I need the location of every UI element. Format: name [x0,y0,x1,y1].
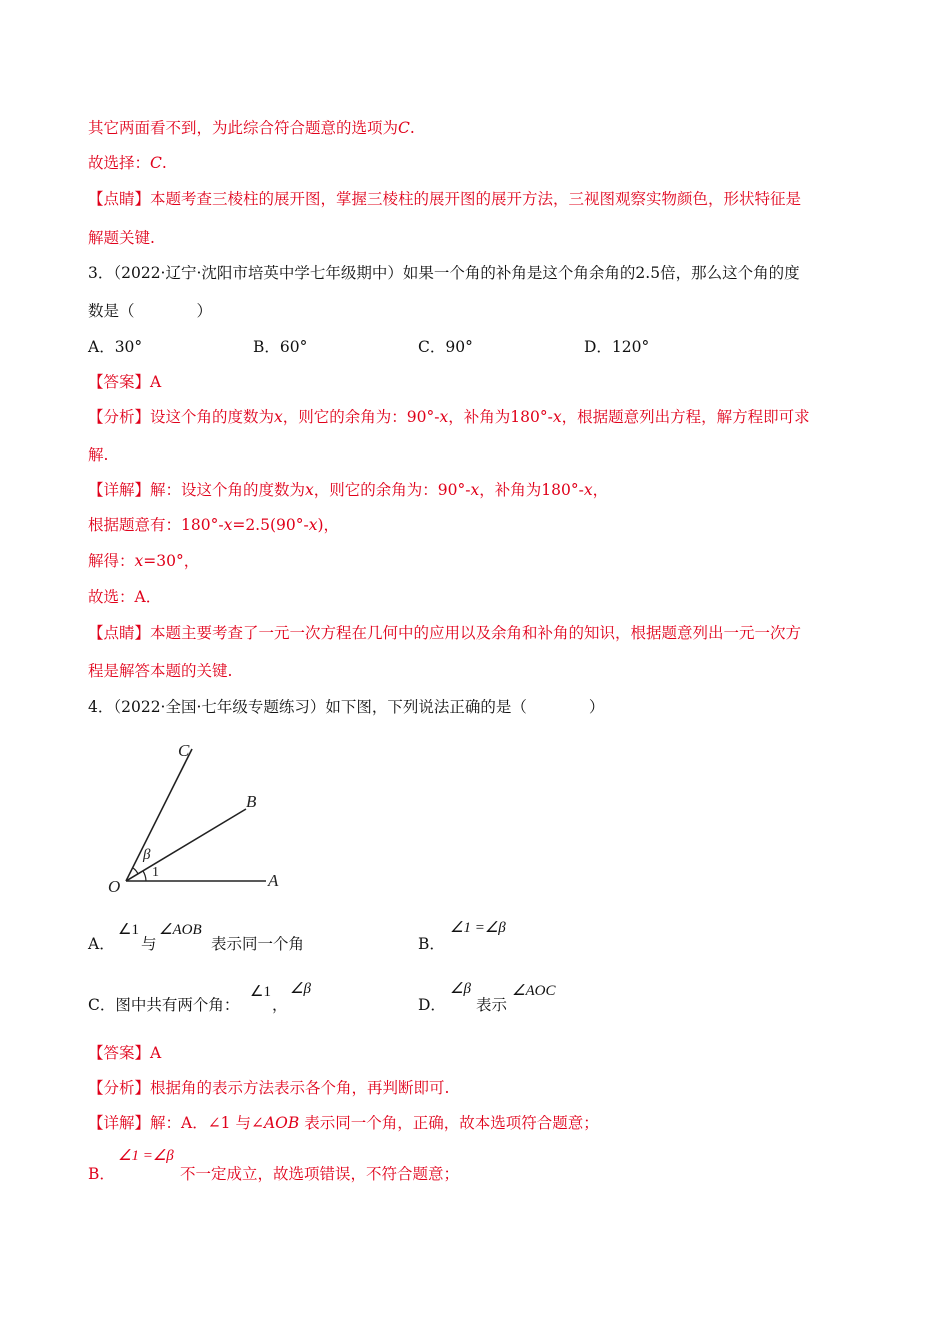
q4-option-c-label: C．图中共有两个角： [88,996,240,1014]
math-italic: ∠AOC [512,983,556,999]
q3-detail [88,480,608,500]
text-span: ，根据题意列出方程，解方程即可求 [561,408,810,426]
variable: x [223,516,233,534]
q4-option-b-label: B． [418,935,445,953]
label-beta: β [143,847,151,863]
angle-1-arc [143,871,146,881]
variable: x [134,552,144,570]
q3-comment-cont: 程是解答本题的关键. [88,662,233,680]
variable: x [308,516,318,534]
variable: x [470,481,480,499]
comment-line: 解题关键. [88,229,155,247]
label-1: 1 [152,865,159,880]
q3-solution [88,551,199,571]
text-span: ，则它的余角为：90°- [282,408,440,426]
variable: x [305,481,314,499]
text-span: 【详解】解：A．∠1 与∠ [88,1114,264,1132]
math-italic: ∠1 =∠β [118,1148,174,1164]
q4-option-d-label: D． [418,996,446,1014]
angle-figure [100,735,300,900]
q4-option-c-mid: ， [272,996,288,1014]
q4-option-c-math-2 [290,979,311,998]
text-span: 根据题意有：180°- [88,516,224,534]
label-o: O [108,877,121,896]
label-b: B [246,792,257,811]
math-italic: ∠β [290,981,311,997]
text-span: ，补角为180°- [448,408,553,426]
q4-detail [88,1113,599,1133]
text-span: ，补角为180°- [479,481,584,499]
text-span: . [161,154,167,172]
q4-option-c-math-1: ∠1 [250,984,271,1000]
text-span: ， [592,481,609,499]
q4-option-d-mid: 表示 [476,996,508,1014]
math-italic: ∠β [450,981,471,997]
q3-analysis-cont: 解. [88,446,109,464]
q4-option-d-math-2 [512,981,555,1000]
text-span: 【详解】解：设这个角的度数为 [88,481,306,499]
q4-detail-b-label: B． [88,1165,115,1183]
text-span: . [409,119,415,137]
question-3-stem-cont: 数是（ ） [88,302,213,320]
text-span: )， [317,516,340,534]
text-line [88,118,415,138]
question-3-stem: 3．（2022·辽宁·沈阳市培英中学七年级期中）如果一个角的补角是这个角余角的2.5倍，那么这个角的度 [88,264,800,282]
text-span: 其它两面看不到，为此综合符合题意的选项为 [88,119,399,137]
q3-answer: 【答案】A [88,373,162,391]
q4-answer: 【答案】A [88,1044,162,1062]
q4-detail-b-math [118,1146,174,1165]
text-span: 故选择： [88,154,151,172]
text-line [88,153,167,173]
q4-option-a-label: A． [88,935,115,953]
variable: x [439,408,449,426]
variable: x [552,408,562,426]
text-span: =2.5(90°- [232,516,309,534]
q4-option-b-math [450,918,506,937]
text-span: 解得： [88,552,135,570]
q3-option-b: B．60° [253,338,308,356]
q4-option-d-math-1 [450,979,471,998]
q3-select: 故选：A． [88,588,162,606]
text-span: ，则它的余角为：90°- [313,481,471,499]
math-italic: ∠AOB [159,922,202,938]
text-span: 表示同一个角，正确，故本选项符合题意； [299,1114,599,1132]
variable: x [274,408,283,426]
option-letter: C [398,119,410,137]
q4-option-a-math-1: ∠1 [118,922,139,938]
q4-detail-b-post: 不一定成立，故选项错误，不符合题意； [180,1165,460,1183]
text-span: 【分析】设这个角的度数为 [88,408,275,426]
q3-comment: 【点睛】本题主要考查了一元一次方程在几何中的应用以及余角和补角的知识，根据题意列出一元一次方 [88,624,802,642]
q4-option-a-post: 表示同一个角 [211,935,305,953]
q4-analysis: 【分析】根据角的表示方法表示各个角，再判断即可. [88,1079,450,1097]
q3-option-c: C．90° [418,338,473,356]
label-c: C [178,741,190,760]
comment-line: 【点睛】本题考查三棱柱的展开图，掌握三棱柱的展开图的展开方法，三视图观察实物颜色，形状特征是 [88,190,802,208]
q3-analysis [88,407,810,427]
option-letter: C [150,154,162,172]
question-4-stem: 4．（2022·全国·七年级专题练习）如下图，下列说法正确的是（ ） [88,698,605,716]
q4-option-a-math-2 [159,920,202,939]
q4-option-a-mid: 与 [141,935,157,953]
label-a: A [268,871,279,890]
q3-equation [88,515,339,535]
text-span: =30°， [143,552,200,570]
q3-option-d: D．120° [584,338,650,356]
math-italic: AOB [263,1114,300,1132]
math-italic: ∠1 =∠β [450,920,506,936]
angle-beta-arc [133,868,138,874]
variable: x [583,481,593,499]
q3-option-a: A．30° [88,338,143,356]
